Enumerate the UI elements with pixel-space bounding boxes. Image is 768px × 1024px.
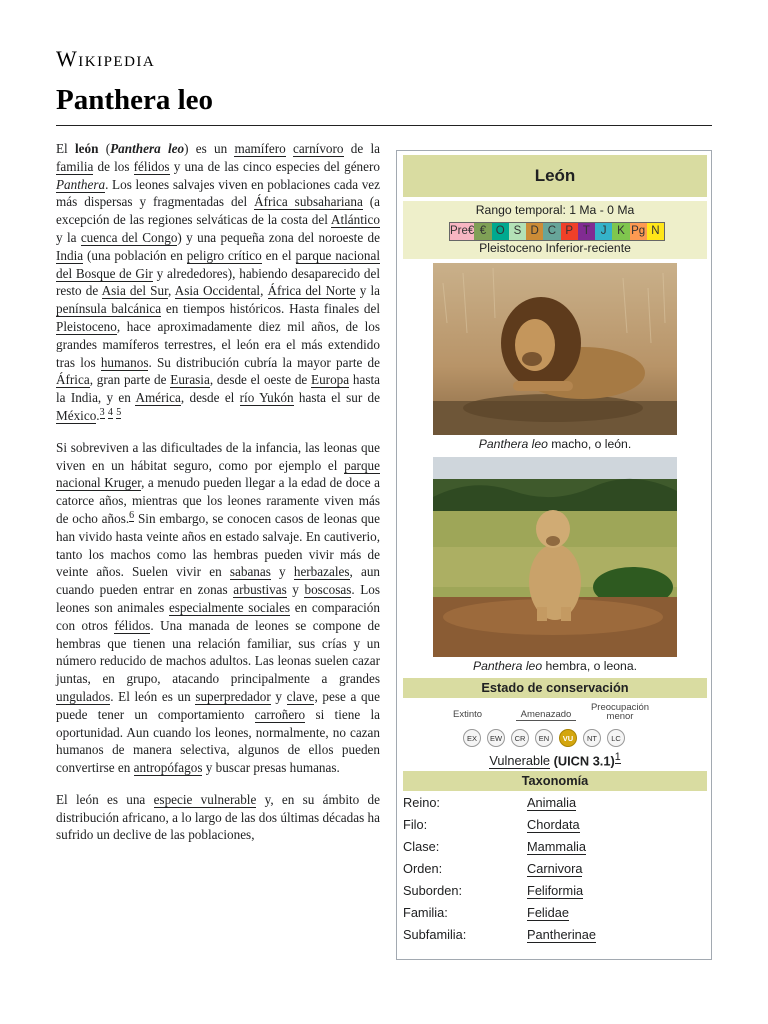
vulnerable-link[interactable]: Vulnerable [489, 753, 551, 769]
least-concern-label: Preocupación menor [590, 702, 650, 722]
wikipedia-logo[interactable]: Wikipedia [56, 46, 156, 71]
period-2[interactable]: O [492, 223, 509, 240]
taxonomy-rank: Suborden: [403, 883, 463, 898]
article-link[interactable]: ungulados [56, 688, 111, 704]
taxonomy-rank: Familia: [403, 905, 448, 920]
iucn-source: (UICN 3.1) [553, 753, 615, 769]
taxonomy-value-link[interactable]: Felidae [527, 905, 569, 920]
taxonomy-row [403, 861, 707, 883]
reference-link[interactable]: 4 [107, 406, 113, 418]
article-link[interactable]: félidos [133, 158, 170, 174]
article-link[interactable]: antropófagos [133, 760, 203, 776]
article-link[interactable]: félidos [114, 617, 151, 633]
period-3[interactable]: S [509, 223, 526, 240]
article-link[interactable]: mamífero [234, 141, 286, 156]
reference-link[interactable]: 5 [116, 406, 122, 418]
taxonomy-value-link[interactable]: Carnivora [527, 861, 583, 876]
article-link[interactable]: América [135, 390, 181, 406]
taxonomy-header: Taxonomía [403, 771, 707, 791]
status-line [403, 751, 707, 768]
photo-caption-female [403, 659, 707, 673]
epoch-label: Pleistoceno Inferior-reciente [479, 241, 631, 255]
period-10[interactable]: Pg [630, 223, 647, 240]
status-en: EN [535, 729, 553, 747]
article-link[interactable]: Panthera [56, 176, 106, 192]
article-link[interactable]: parque nacional del Bosque de Gir [56, 247, 380, 281]
article-body [56, 140, 380, 858]
period-0[interactable]: Pre€ [450, 223, 474, 240]
article-link[interactable]: arbustivas [233, 582, 287, 598]
status-reference[interactable]: 1 [614, 751, 621, 763]
taxonomy-row [403, 817, 707, 839]
taxonomy-value-link[interactable]: Animalia [527, 795, 577, 810]
reference [108, 407, 113, 419]
article-link[interactable]: familia [56, 158, 94, 174]
title-divider [56, 125, 712, 126]
article-link[interactable]: África subsahariana [254, 194, 363, 210]
article-link[interactable]: África [56, 372, 90, 388]
geologic-timescale-bar[interactable] [449, 222, 665, 241]
taxonomy-row [403, 883, 707, 905]
article-link[interactable]: Europa [311, 372, 350, 388]
article-link[interactable]: África del Norte [267, 283, 356, 299]
page-title: Panthera leo [56, 84, 214, 116]
reference [129, 510, 134, 522]
taxonomy-rank: Orden: [403, 861, 443, 876]
article-link[interactable]: México [56, 407, 97, 423]
article-link[interactable]: India [56, 247, 84, 263]
article-link[interactable]: río Yukón [239, 390, 294, 406]
male-lion-image [433, 263, 677, 435]
photo-caption-male [403, 437, 707, 451]
period-5[interactable]: C [543, 223, 560, 240]
taxonomy-value-link[interactable]: Feliformia [527, 883, 584, 898]
infobox [396, 150, 712, 960]
taxonomy-value-link[interactable]: Chordata [527, 817, 580, 832]
article-link[interactable]: Atlántico [330, 212, 380, 228]
bold-term: león [75, 141, 99, 156]
article-link[interactable]: Asia Occidental [174, 283, 261, 299]
caption-species: Panthera leo [473, 659, 543, 673]
period-8[interactable]: J [595, 223, 612, 240]
article-link[interactable]: clave [286, 688, 315, 704]
reference [100, 407, 105, 419]
article-link[interactable]: humanos [100, 354, 149, 370]
article-link[interactable]: boscosas [304, 582, 352, 598]
article-link[interactable]: carnívoro [292, 141, 344, 156]
period-6[interactable]: P [561, 223, 578, 240]
article-link[interactable]: carroñero [254, 706, 306, 722]
article-link[interactable]: cuenca del Congo [80, 229, 178, 245]
status-cr: CR [511, 729, 529, 747]
article-link[interactable]: Eurasia [170, 372, 210, 388]
taxonomy-rank: Clase: [403, 839, 440, 854]
status-lc: LC [607, 729, 625, 747]
paragraph-3: El león es una especie vulnerable y, en su ámbito de distribución africano, a lo largo de las dos últimas décadas ha sufrido un declive de las poblaciones, [56, 791, 381, 843]
article-link[interactable]: Asia del Sur [101, 283, 168, 299]
taxonomy-row [403, 795, 707, 817]
reference [116, 407, 121, 419]
conservation-status [403, 702, 707, 775]
article-link[interactable]: sabanas [229, 564, 271, 580]
period-1[interactable]: € [474, 223, 491, 240]
reference-link[interactable]: 3 [99, 406, 105, 418]
taxonomy-rank: Subfamilia: [403, 927, 467, 942]
article-link[interactable]: parque nacional Kruger [56, 457, 380, 491]
temporal-range-label: Rango temporal: 1 Ma - 0 Ma [475, 203, 635, 217]
caption-text: hembra, o leona. [542, 659, 637, 673]
female-lion-photo[interactable] [433, 457, 677, 657]
taxonomy-row [403, 927, 707, 949]
status-ew: EW [487, 729, 505, 747]
article-link[interactable]: península balcánica [56, 301, 162, 317]
period-7[interactable]: T [578, 223, 595, 240]
reference-link[interactable]: 6 [129, 509, 135, 521]
status-vu: VU [559, 729, 577, 747]
article-link[interactable]: Pleistoceno [56, 318, 117, 334]
article-link[interactable]: herbazales [293, 564, 350, 580]
period-4[interactable]: D [526, 223, 543, 240]
scientific-name: Panthera leo [110, 141, 185, 156]
article-link[interactable]: especialmente sociales [168, 599, 291, 615]
taxonomy-row [403, 905, 707, 927]
status-ex: EX [463, 729, 481, 747]
caption-text: macho, o león. [547, 437, 632, 451]
caption-species: Panthera leo [478, 437, 548, 451]
article-link[interactable]: especie vulnerable [153, 791, 257, 807]
threatened-label: Amenazado [516, 709, 576, 721]
lioness-image [433, 457, 677, 657]
taxonomy-value-link[interactable]: Mammalia [527, 839, 587, 854]
taxonomy-row [403, 839, 707, 861]
paragraph-1: El león (Panthera leo) es un mamífero carnívoro de la familia de los félidos y una de las cinco especies del género Panthera. Los leones salvajes viven en poblaciones cada vez más dispersas y fragmentadas del África subsahariana (a excepción de las regiones selváticas de la costa del Atlántico y la cuenca del Congo) y una pequeña zona del noroeste de India (una población en peligro crítico en el parque nacional del Bosque de Gir y alrededores), habiendo desaparecido del resto de Asia del Sur, Asia Occidental, África del Norte y la península balcánica en tiempos históricos. Hasta finales del Pleistoceno, hace aproximadamente diez mil años, de los grandes mamíferos terrestres, el león era el más extendido tras los humanos. Su distribución cubría la mayor parte de África, gran parte de Eurasia, desde el oeste de Europa hasta la India, y en América, desde el río Yukón hasta el sur de México.$^3$ $^4$ $^5$ [56, 141, 380, 423]
taxonomy-value-link[interactable]: Pantherinae [527, 927, 597, 942]
taxonomy-rank: Reino: [403, 795, 440, 810]
conservation-header: Estado de conservación [403, 678, 707, 698]
period-11[interactable]: N [647, 223, 664, 240]
extinct-label: Extinto [453, 709, 483, 720]
male-lion-photo[interactable] [433, 263, 677, 435]
article-link[interactable]: peligro crítico [186, 247, 262, 263]
temporal-range [403, 201, 707, 259]
taxonomy-rank: Filo: [403, 817, 428, 832]
status-nt: NT [583, 729, 601, 747]
article-link[interactable]: superpredador [195, 688, 271, 704]
paragraph-2: Si sobreviven a las dificultades de la infancia, las leonas que viven en un hábitat seguro, como por ejemplo el parque nacional Kruger, a menudo pueden llegar a la edad de doce a catorce años, mientras que los leones raramente viven más de ocho años.$^6$ Sin embargo, se conocen casos de leonas que han vivido hasta veinte años en estado salvaje. En cautiverio, tanto los machos como las hembras pueden vivir más de veinte años. Suelen vivir en sabanas y herbazales, aun cuando pueden entrar en zonas arbustivas y boscosas. Los leones son animales especialmente sociales en comparación con otros félidos. Una manada de leones se compone de hembras que tienen una relación familiar, sus crías y un número reducido de machos adultos. Las leonas suelen cazar juntas, en grupo, atacando principalmente a grandes ungulados. El león es un superpredador y clave, pese a que puede tener un comportamiento carroñero si tiene la oportunidad. Aun cuando los leones, normalmente, no cazan humanos de manera selectiva, algunos de ellos pueden convertirse en antropófagos y buscar presas humanas. [56, 439, 381, 776]
period-9[interactable]: K [612, 223, 629, 240]
infobox-title: León [403, 155, 707, 197]
